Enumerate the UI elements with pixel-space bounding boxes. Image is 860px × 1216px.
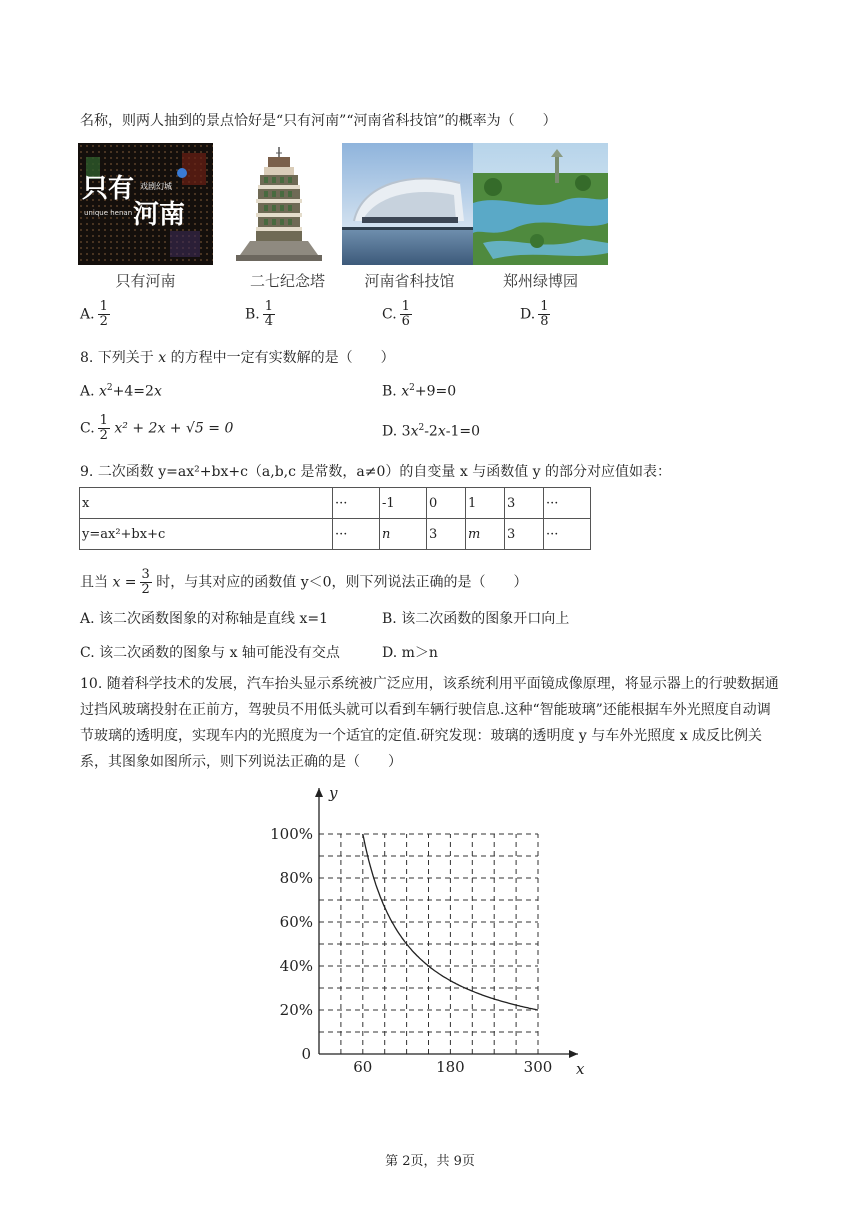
y-tick-label: 0 (301, 1045, 311, 1063)
erqi-tower-image (218, 143, 353, 265)
x-axis-label: x (576, 1060, 585, 1078)
fraction: $\frac{3}{2}$ (141, 567, 150, 597)
q10-stem: 10. 随着科学技术的发展，汽车抬头显示系统被广泛应用，该系统利用平面镜成像原理，将显示器上的行驶数据通过挡风玻璃投射在正前方，驾驶员不用低头就可以看到车辆行驶信息.这种“智能玻璃”还能根据车外光照度自动调节玻璃的透明度，实现车内的光照度为一个适宜的定值.研究发现：玻璃的透明度 y 与车外光照度 x 成反比例关系，其图象如图所示，则下列说法正确的是（ ） (80, 676, 779, 770)
science-museum-image (342, 143, 477, 265)
q8-option-a[interactable]: A. $x^2+4=2x$ (80, 383, 162, 400)
y-tick-label: 40% (279, 957, 313, 975)
fraction: $\frac{1}{6}$ (401, 299, 410, 329)
svg-text:只有: 只有 (82, 174, 135, 204)
q9-condition: 且当 x = $\frac{3}{2}$ 时，与其对应的函数值 y＜0，则下列说法正确的是（ ） (80, 567, 528, 597)
q7-option-d[interactable]: D. $\frac{1}{8}$ (520, 299, 549, 329)
q7-option-c[interactable]: C. $\frac{1}{6}$ (382, 299, 410, 329)
table-cell: 3 (505, 519, 544, 550)
fraction: $\frac{1}{2}$ (99, 413, 108, 443)
y-tick-label: 100% (270, 825, 313, 843)
table-cell: ··· (333, 488, 380, 519)
q9-option-a[interactable]: A. 该二次函数图象的对称轴是直线 x=1 (80, 611, 328, 627)
image-caption-henan-show: 只有河南 (115, 272, 176, 290)
q7-option-a[interactable]: A. $\frac{1}{2}$ (80, 299, 108, 329)
value-table (79, 487, 591, 550)
q7-stem-continuation: 名称，则两人抽到的景点恰好是“只有河南”“河南省科技馆”的概率为（ ） (80, 113, 557, 129)
q9-option-c[interactable]: C. 该二次函数的图象与 x 轴可能没有交点 (80, 645, 340, 661)
q8-stem: 8. 下列关于 x 的方程中一定有实数解的是（ ） (80, 350, 395, 366)
table-cell: n (380, 519, 427, 550)
x-tick-label: 180 (436, 1058, 465, 1076)
table-cell: x (80, 488, 333, 519)
q9-option-b[interactable]: B. 该二次函数的图象开口向上 (382, 611, 570, 627)
table-row (80, 488, 591, 519)
table-cell: ··· (544, 488, 591, 519)
y-tick-label: 60% (279, 913, 313, 931)
table-cell: 1 (466, 488, 505, 519)
q8-option-d[interactable]: D. $3x^2-2x-1=0$ (382, 423, 481, 440)
table-cell: 3 (427, 519, 466, 550)
table-cell: 3 (505, 488, 544, 519)
svg-text:河南: 河南 (133, 200, 186, 230)
y-tick-label: 20% (279, 1001, 313, 1019)
y-tick-label: 80% (279, 869, 313, 887)
table-cell: ··· (333, 519, 380, 550)
q8-option-b[interactable]: B. $x^2+9=0$ (382, 383, 457, 400)
fraction: $\frac{1}{4}$ (264, 299, 274, 329)
q9-stem: 9. 二次函数 y=ax²+bx+c（a,b,c 是常数，a≠0）的自变量 x 与函数值 y 的部分对应值如表： (80, 464, 672, 480)
table-cell: -1 (380, 488, 427, 519)
image-caption-green-expo-park: 郑州绿博园 (502, 272, 578, 290)
q8-option-c[interactable]: C. $\frac{1}{2}$ x² + 2x + √5 = 0 (80, 413, 234, 443)
x-tick-label: 60 (353, 1058, 373, 1076)
q9-option-d[interactable]: D. m＞n (382, 645, 438, 661)
table-row (80, 519, 591, 550)
q7-option-b[interactable]: B. $\frac{1}{4}$ (245, 299, 274, 329)
table-cell: 0 (427, 488, 466, 519)
image-caption-erqi-tower: 二七纪念塔 (249, 272, 325, 290)
image-caption-science-museum: 河南省科技馆 (364, 272, 455, 290)
y-axis-arrow (315, 788, 323, 797)
fraction: $\frac{1}{2}$ (99, 299, 108, 329)
x-tick-label: 300 (523, 1058, 553, 1076)
green-expo-park-image (473, 143, 608, 265)
henan-show-image (78, 143, 213, 265)
table-cell: y=ax²+bx+c (80, 519, 333, 550)
svg-text:unique henan: unique henan (84, 209, 133, 217)
table-cell: ··· (544, 519, 591, 550)
page-footer: 第 2页，共 9页 (385, 1154, 475, 1169)
table-cell: m (466, 519, 505, 550)
inverse-proportion-chart (0, 784, 860, 1100)
fraction: $\frac{1}{8}$ (540, 299, 549, 329)
svg-text:戏剧幻城: 戏剧幻城 (140, 182, 172, 191)
x-axis-arrow (569, 1050, 578, 1058)
y-axis-label: y (329, 784, 338, 802)
